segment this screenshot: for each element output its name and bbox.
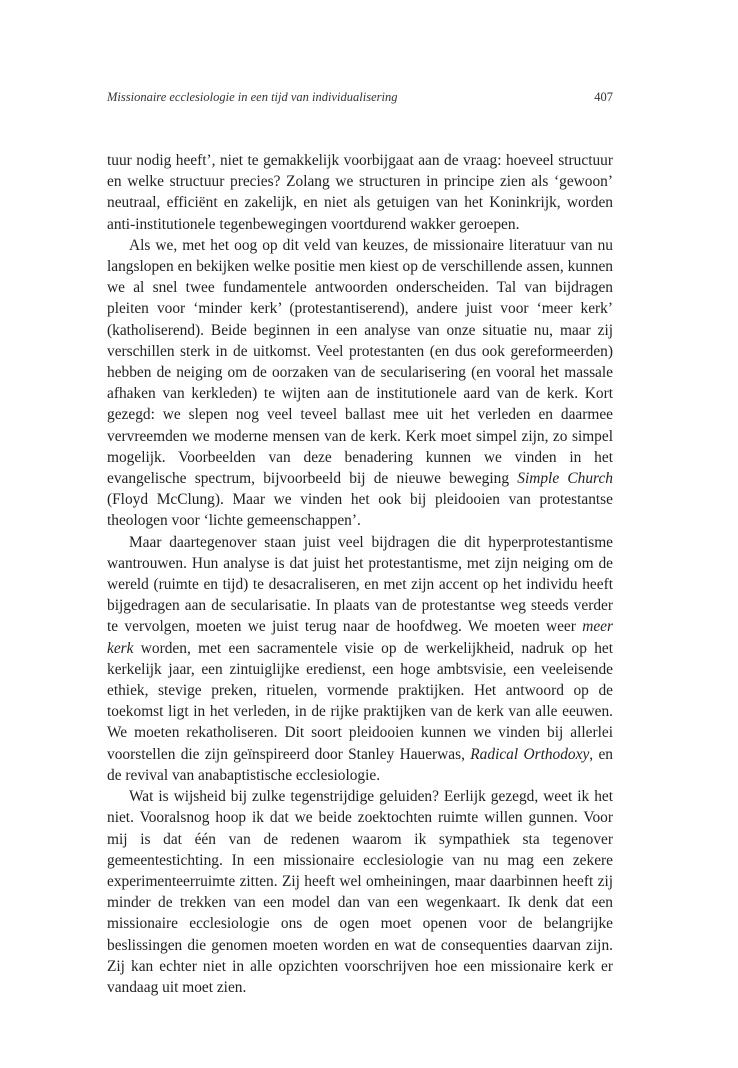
paragraph-2 [107,235,613,532]
paragraph-text: worden, met een sacramentele visie op de werkelijkheid, nadruk op het kerkelijk jaar, een zintuiglijke eredienst, een hoge ambtsvisie, een veeleisende ethiek, stevige preken, rituelen, vormende praktijken. Het antwoord op de toekomst ligt in het verleden, in de rijke praktijken van de kerk van alle eeuwen. We moeten rekatholiseren. Dit soort pleidooien kunnen we vinden bij allerlei voorstellen die zijn geïnspireerd door Stanley Hauerwas, [107,639,613,763]
paragraph-4 [107,786,613,998]
paragraph-text: Wat is wijsheid bij zulke tegenstrijdige geluiden? Eerlijk gezegd, weet ik het niet. Vooralsnog hoop ik dat we beide zoektochten ruimte willen gunnen. Voor mij is dat één van de redenen waarom ik sympathiek sta tegenover gemeentestichting. In een missionaire ecclesiologie van nu mag een zekere experimenteerruimte zitten. Zij heeft wel omheiningen, maar daarbinnen heeft zij minder de trekken van een model dan van een wegenkaart. Ik denk dat een missionaire ecclesiologie ons de ogen moet openen voor de belangrijke beslissingen die genomen moeten worden en wat de consequenties daarvan zijn. Zij kan echter niet in alle opzichten voorschrijven hoe een missionaire kerk er vandaag uit moet zien. [107,788,613,996]
running-title: Missionaire ecclesiologie in een tijd van individualisering [107,90,398,104]
paragraph-text: Maar daartegenover staan juist veel bijdragen die dit hyperprotestantisme wantrouwen. Hun analyse is dat juist het protestantisme, met zijn neiging om de wereld (ruimte en tijd) te desacraliseren, en met zijn accent op het individu heeft bijgedragen aan de secularisatie. In plaats van de protestantse weg steeds verder te vervolgen, moeten we juist terug naar de hoofdweg. We moeten weer [107,533,613,636]
paragraph-text: (Floyd McClung). Maar we vinden het ook bij pleidooien van protestantse theologen voor ‘lichte gemeenschappen’. [107,491,613,530]
body-text [107,150,613,998]
italic-radical-orthodoxy: Radical Orthodoxy [470,745,590,763]
running-head [107,90,613,105]
paragraph-text: tuur nodig heeft’, niet te gemakkelijk voorbijgaat aan de vraag: hoeveel structuur en welke structuur precies? Zolang we structuren in principe zien als ‘gewoon’ neutraal, efficiënt en zakelijk, en niet als getuigen van het Koninkrijk, worden anti-institutionele tegenbewegingen voortdurend wakker geroepen. [107,152,613,233]
italic-title-simple-church: Simple Church [517,470,613,488]
paragraph-text: Als we, met het oog op dit veld van keuzes, de missionaire literatuur van nu langslopen en bekijken welke positie men kiest op de verschillende assen, kunnen we al snel twee fundamentele antwoorden onderscheiden. Tal van bijdragen pleiten voor ‘minder kerk’ (protestantiserend), andere juist voor ‘meer kerk’ (katholiserend). Beide beginnen in een analyse van onze situatie nu, maar zij verschillen sterk in de uitkomst. Veel protestanten (en dus ook gereformeerden) hebben de neiging om de oorzaken van de secularisering (en vooral het massale afhaken van kerkleden) te wijten aan de institutionele aard van de kerk. Kort gezegd: we slepen nog veel teveel ballast mee uit het verleden en daarmee vervreemden we moderne mensen van de kerk. Kerk moet simpel zijn, zo simpel mogelijk. Voorbeelden van deze benadering kunnen we vinden in het evangelische spectrum, bijvoorbeeld bij de nieuwe beweging [107,236,613,488]
italic-meer-kerk: meer kerk [107,618,613,657]
paragraph-3 [107,532,613,786]
paragraph-1 [107,150,613,235]
page-number: 407 [594,90,613,104]
paragraph-text: , en de revival van anabaptistische ecclesiologie. [107,745,613,784]
